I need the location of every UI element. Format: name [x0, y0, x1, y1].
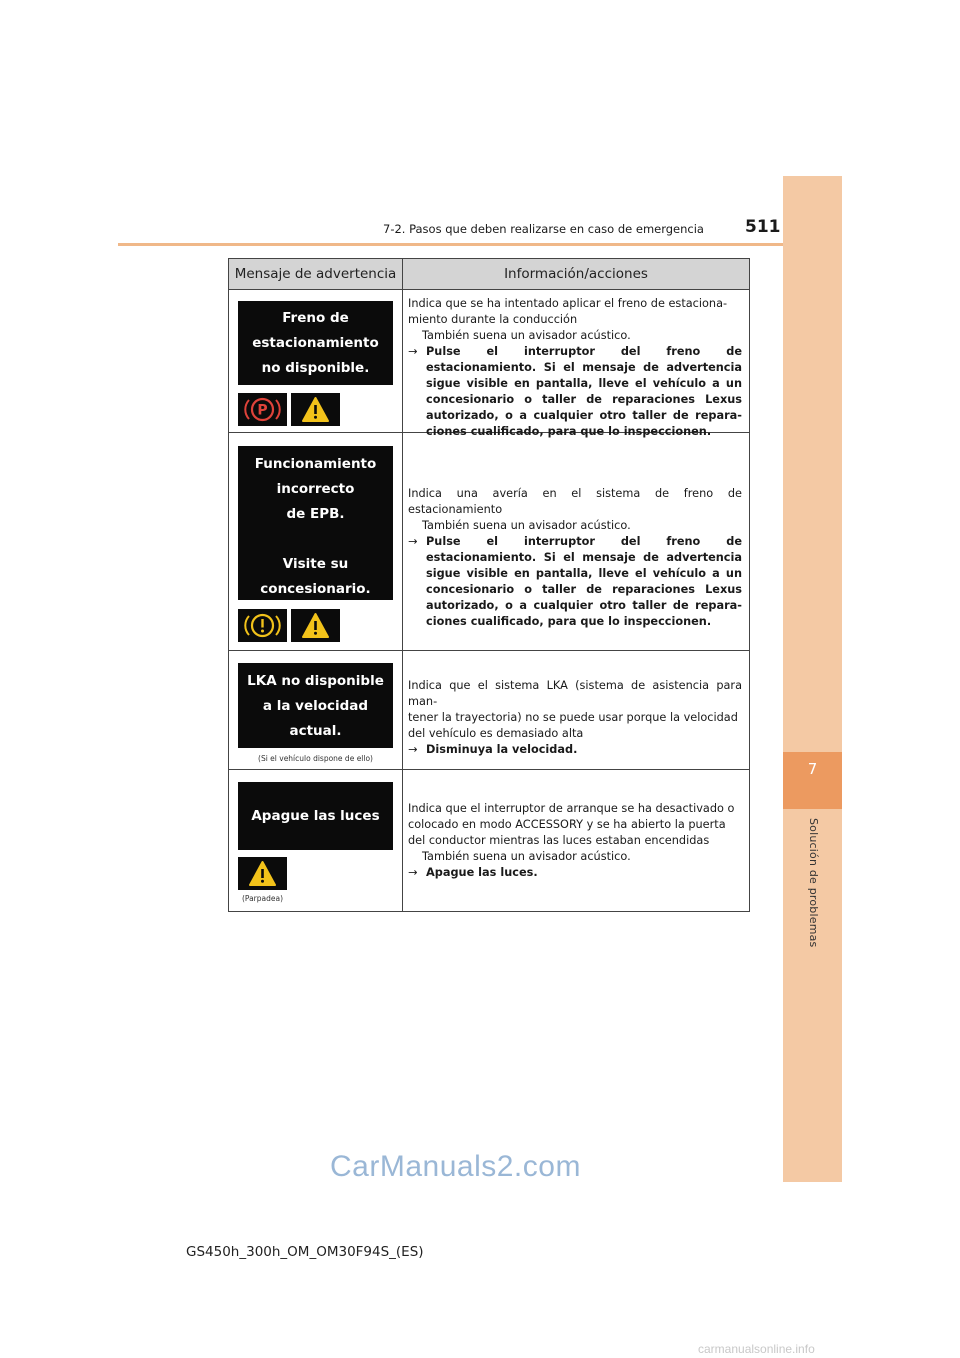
warning-display-epb	[238, 446, 393, 600]
action-text: Disminuya la velocidad.	[426, 743, 578, 756]
action-item	[408, 865, 742, 881]
column-header-info: Información/acciones	[504, 266, 648, 282]
info-text: Indica que el interruptor de arranque se ha desactivado o	[408, 802, 735, 815]
svg-text:P: P	[257, 402, 268, 419]
action-item	[408, 534, 742, 630]
row-divider	[229, 650, 749, 651]
info-text: Indica una avería en el sistema de freno de estacionamiento	[408, 487, 742, 516]
warning-triangle-icon	[291, 609, 340, 642]
panel-line	[238, 527, 393, 552]
warning-message-table	[228, 258, 750, 912]
action-text: Pulse el interruptor del freno de estacionamiento. Si el mensaje de advertencia sigue visible en pantalla, lleve el vehículo a un concesionario o taller de reparaciones Lexus autorizado, o a cualquier otro taller de repara- ciones cualificado, para que lo inspeccionen.	[426, 535, 742, 628]
panel-line: Funcionamiento	[254, 456, 377, 472]
info-note: También suena un avisador acústico.	[422, 329, 631, 342]
action-text: Apague las luces.	[426, 866, 538, 879]
column-divider	[402, 259, 403, 911]
chapter-number: 7	[807, 760, 818, 778]
arrow-icon: →	[408, 866, 418, 879]
brake-system-icon	[238, 609, 287, 642]
availability-note: (Si el vehículo dispone de ello)	[258, 754, 373, 763]
warning-display-lights	[238, 782, 393, 850]
info-note: También suena un avisador acústico.	[422, 850, 631, 863]
side-tab-strip	[783, 176, 842, 1182]
watermark-carmanuals2: CarManuals2.com	[330, 1150, 581, 1183]
header-rule	[118, 243, 783, 246]
parking-brake-icon	[238, 393, 287, 426]
warning-triangle-icon	[238, 857, 287, 890]
action-item	[408, 742, 742, 758]
table-header	[229, 259, 749, 290]
info-text: miento durante la conducción	[408, 313, 578, 326]
blink-note: (Parpadea)	[241, 894, 284, 903]
info-text: colocado en modo ACCESSORY y se ha abierto la puerta	[408, 818, 726, 831]
section-title: 7-2. Pasos que deben realizarse en caso de emergencia	[383, 222, 704, 236]
panel-line: concesionario.	[260, 581, 371, 597]
info-text: del vehículo es demasiado alta	[408, 727, 584, 740]
row-divider	[229, 769, 749, 770]
arrow-icon: →	[408, 535, 418, 548]
document-code: GS450h_300h_OM_OM30F94S_(ES)	[186, 1244, 424, 1260]
warning-triangle-icon	[291, 393, 340, 426]
panel-line: incorrecto	[276, 481, 355, 497]
action-item	[408, 344, 742, 440]
panel-line: Apague las luces	[251, 808, 380, 824]
column-header-message: Mensaje de advertencia	[234, 266, 397, 282]
panel-line: Visite su	[282, 556, 349, 572]
info-text: Indica que el sistema LKA (sistema de asistencia para man-	[408, 679, 742, 708]
panel-line: no disponible.	[261, 360, 370, 376]
row-info-parking-brake	[408, 296, 742, 440]
row-info-lights	[408, 801, 742, 881]
info-text: del conductor mientras las luces estaban encendidas	[408, 834, 710, 847]
chapter-title: Solución de problemas	[807, 818, 820, 948]
info-text: Indica que se ha intentado aplicar el freno de estaciona-	[408, 297, 728, 310]
page-number: 511	[745, 217, 781, 237]
panel-line: actual.	[289, 723, 342, 739]
watermark-carmanualsonline: carmanualsonline.info	[698, 1342, 815, 1356]
info-text: tener la trayectoria) no se puede usar porque la velocidad	[408, 711, 738, 724]
action-text: Pulse el interruptor del freno de estacionamiento. Si el mensaje de advertencia sigue visible en pantalla, lleve el vehículo a un concesionario o taller de reparaciones Lexus autorizado, o a cualquier otro taller de repara- ciones cualificado, para que lo inspeccionen.	[426, 345, 742, 438]
info-note: También suena un avisador acústico.	[422, 519, 631, 532]
row-info-lka	[408, 678, 742, 758]
panel-line: LKA no disponible	[247, 673, 384, 689]
arrow-icon: →	[408, 743, 418, 756]
panel-line: estacionamiento	[252, 335, 379, 351]
panel-line: Freno de	[282, 310, 349, 326]
row-info-epb	[408, 486, 742, 630]
warning-display-lka	[238, 663, 393, 748]
arrow-icon: →	[408, 345, 418, 358]
warning-display-parking-brake	[238, 301, 393, 385]
panel-line: a la velocidad	[262, 698, 369, 714]
panel-line: de EPB.	[286, 506, 345, 522]
